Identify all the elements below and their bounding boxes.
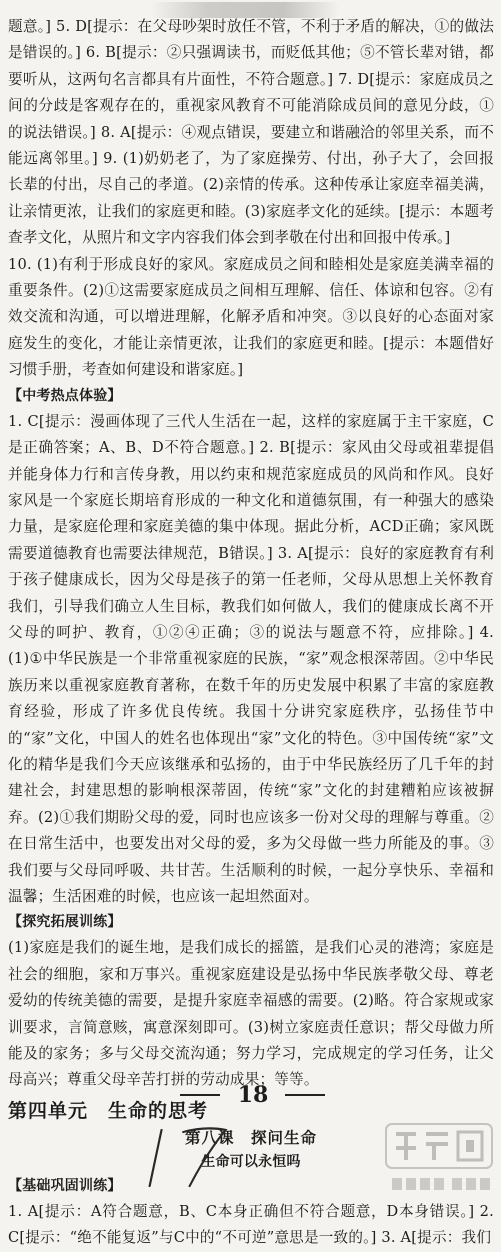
section-exam-hotspot-text: 1. C[提示：漫画体现了三代人生活在一起，这样的家庭属于主干家庭，C是正确答案；A、B、D不符合题意。] 2. B[提示：家风由父母或祖辈提倡并能身体力行和言传身教，用以约束和规范家庭成员的风尚和作风。良好家风是一个家庭长期培育形成的一种文化和道德氛围，有一种强大的感染力量，是家庭伦理和家庭美德的集中体现。据此分析，ACD正确；家风既需要道德教育也需要法律规范，B错误。] 3. A[提示：良好的家庭教育有利于孩子健康成长，因为父母是孩子的第一任老师，父母从思想上关怀教育我们，引导我们确立人生目标，教我们如何做人，我们的健康成长离不开父母的呵护、教育，①②④正确；③的说法与题意不符，应排除。] 4. (1)①中华民族是一个非常重视家庭的民族，“家”观念根深蒂固。②中华民族历来以重视家庭教育著称，在数千年的历史发展中积累了丰富的家庭教育经验，形成了许多优良传统。我国十分讲究家庭秩序，弘扬佳节中的“家”文化，中国人的姓名也体现出“家”文化的特色。③中国传统“家”文化的精华是我们今天应该继承和弘扬的，由于中华民族经历了几千年的封建社会，封建思想的影响根深蒂固，传统“家”文化的封建糟粕应该被摒弃。(2)①我们期盼父母的爱，同时也应该多一份对父母的理解与尊重。②在日常生活中，也要发出对父母的爱，多为父母做一些力所能及的事。③我们要与父母同呼吸、共甘苦。生活顺利的时候，一起分享快乐、幸福和温馨；生活困难的时候，也应该一起坦然面对。 (8, 412, 494, 905)
section-basic-text: 1. A[提示：A符合题意，B、C本身正确但不符合题意，D本身错误。] 2. C[提示：“绝不能复返”与C中的“不可逆”意思是一致的。] 3. A[提示：我们 (8, 1202, 494, 1247)
answer-paragraph-2: 10. (1)有利于形成良好的家风。家庭成员之间和睦相处是家庭美满幸福的重要条件。(2)①这需要家庭成员之间相互理解、信任、体谅和包容。②有效交流和沟通，可以增进理解，化解矛盾和冲突。③以良好的心态面对家庭发生的变化，才能让亲情更浓，让我们的家庭更和睦。[提示：本题借好习惯手册，考查如何建设和谐家庭。] (8, 255, 494, 379)
watermark-logo (382, 1118, 497, 1198)
answer-paragraph-1: 题意。] 5. D[提示：在父母吵架时放任不管，不利于矛盾的解决，①的做法是错误的。] 6. B[提示：②只强调读书，而贬低其他；⑤不管长辈对错，都要听从，这两句名言都具有片面性，不符合题意。] 7. D[提示：家庭成员之间的分歧是客观存在的，重视家风教育不可能消除成员间的意见分歧，①的说法错误。] 8. A[提示：④观点错误，要建立和谐融洽的邻里关系，而不能远离邻里。] 9. (1)奶奶老了，为了家庭操劳、付出，孙子大了，会回报长辈的付出，尽自己的孝道。(2)亲情的传承。这种传承让家庭幸福美满，让亲情更浓，让我们的家庭更和睦。(3)家庭孝文化的延续。[提示：本题考查孝文化，从照片和文字内容我们体会到孝敬在付出和回报中传承。] (8, 18, 494, 247)
lesson-subtitle: 生命可以永恒吗 (201, 1153, 301, 1170)
handwritten-mark-drawing (135, 1120, 265, 1190)
lesson-title: 第八课 探问生命 (184, 1128, 317, 1147)
page-footer (0, 1080, 501, 1110)
section-heading-inquiry: 【探究拓展训练】 (8, 914, 122, 931)
footer-dash-right (285, 1094, 325, 1096)
section-heading-basic: 【基础巩固训练】 (8, 1177, 122, 1194)
page-number: 18 (237, 1082, 269, 1108)
section-heading-exam-hotspot: 【中考热点体验】 (8, 387, 122, 404)
watermark-logo-drawing (382, 1118, 497, 1198)
section-inquiry-text: (1)家庭是我们的诞生地，是我们成长的摇篮，是我们心灵的港湾；家庭是社会的细胞，家和万事兴。重视家庭建设是弘扬中华民族孝敬父母、尊老爱幼的传统美德的需要，是提升家庭幸福感的需要。(2)略。符合家规或家训要求，言简意赅，寓意深刻即可。(3)树立家庭责任意识；帮父母做力所能及的家务；多与父母交流沟通；努力学习，完成规定的学习任务，让父母高兴；尊重父母辛苦打拼的劳动成果；等等。 (8, 939, 494, 1089)
unit-title: 第四单元 生命的思考 (8, 1099, 209, 1122)
handwritten-page-mark (135, 1120, 265, 1190)
page-content (8, 14, 494, 1252)
footer-dash-left (180, 1094, 220, 1096)
